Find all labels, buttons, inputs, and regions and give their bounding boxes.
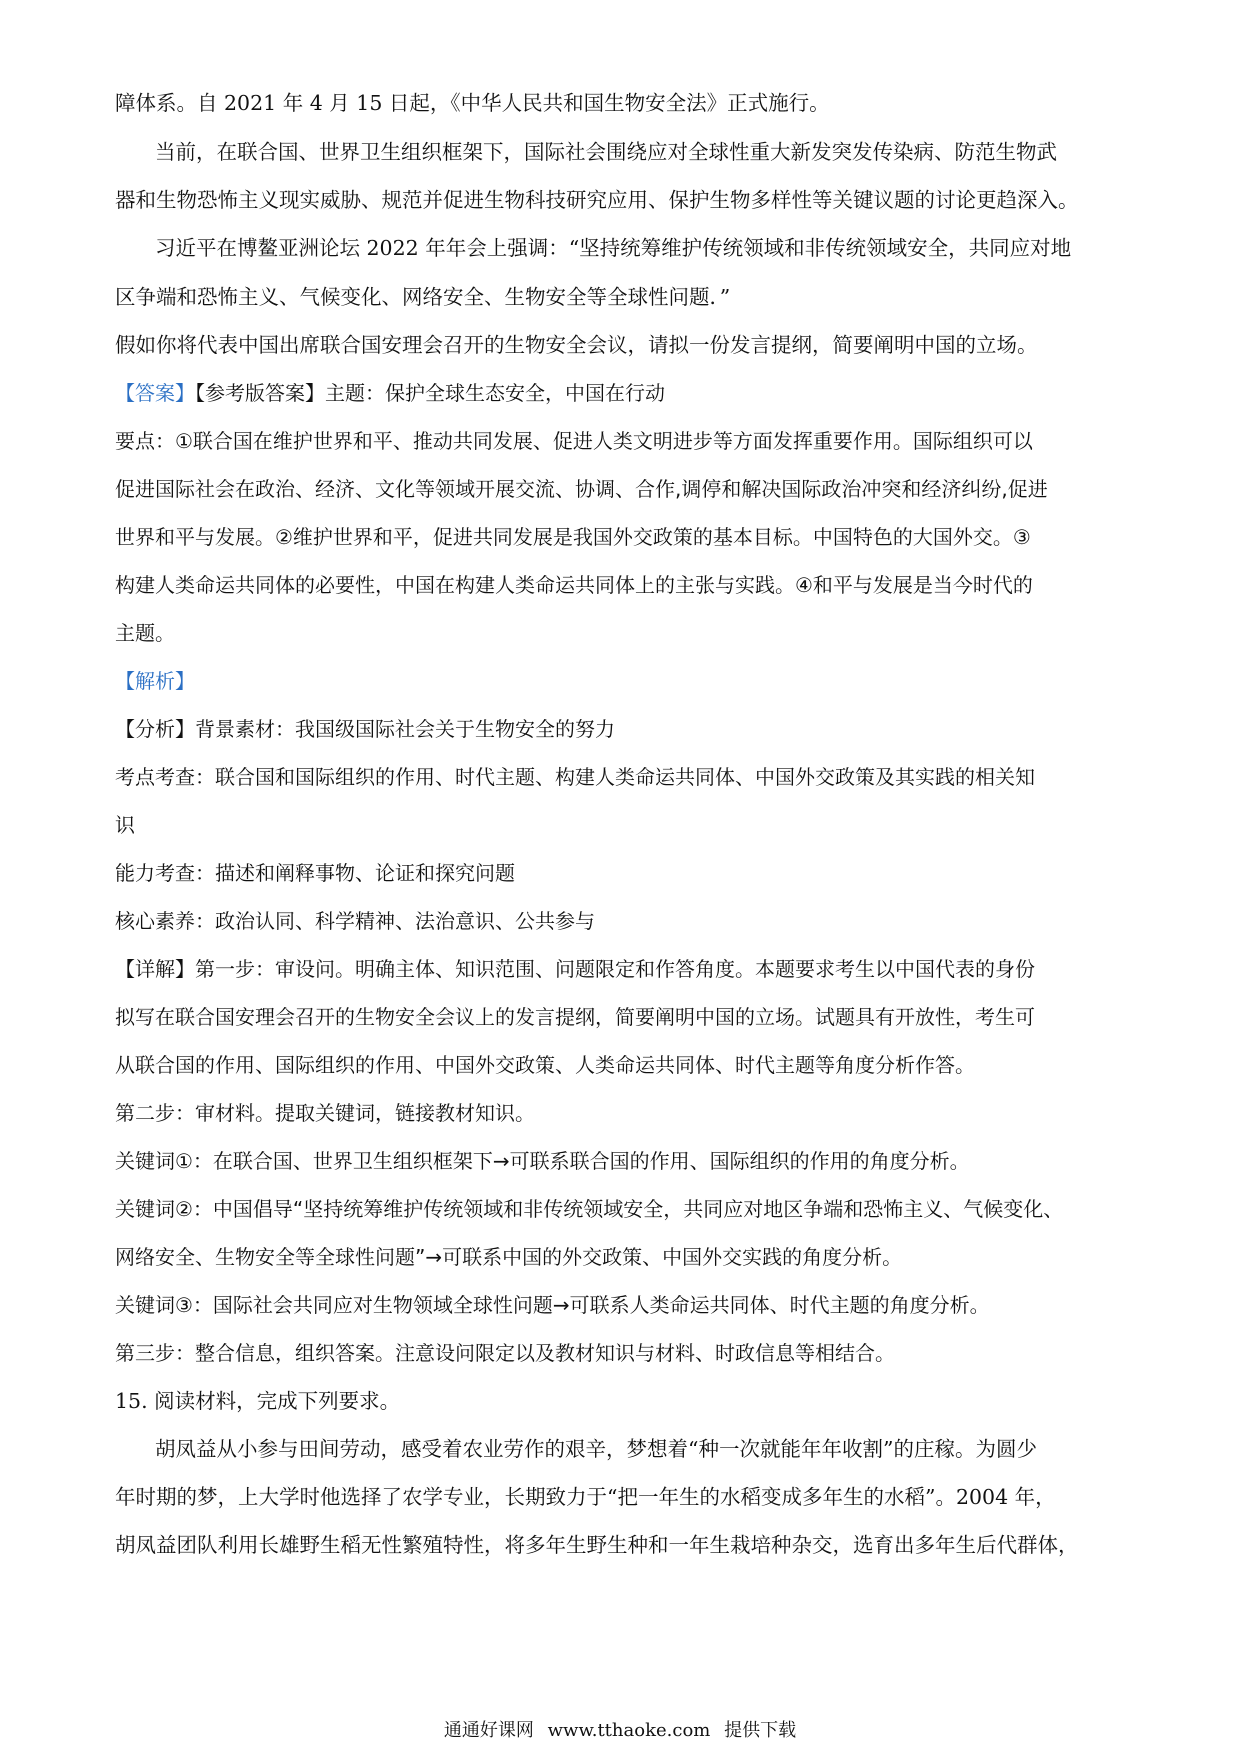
answer-line: 促进国际社会在政治、经济、文化等领域开展交流、协调、合作,调停和解决国际政治冲突和经济纠纷,促进 [115, 477, 1048, 501]
page-footer [0, 1718, 1240, 1744]
answer-heading [115, 378, 1130, 408]
answer-line: 要点：①联合国在维护世界和平、推动共同发展、促进人类文明进步等方面发挥重要作用。国际组织可以 [115, 429, 1033, 453]
analysis-line: 【详解】第一步：审设问。明确主体、知识范围、问题限定和作答角度。本题要求考生以中国代表的身份 [115, 957, 1035, 981]
analysis-line: 从联合国的作用、国际组织的作用、中国外交政策、人类命运共同体、时代主题等角度分析作答。 [115, 1053, 975, 1077]
analysis-line: 核心素养：政治认同、科学精神、法治意识、公共参与 [115, 909, 595, 933]
material-line: 年时期的梦，上大学时他选择了农学专业，长期致力于“把一年生的水稻变成多年生的水稻”。2004 年， [115, 1485, 1056, 1509]
analysis-line: 关键词①：在联合国、世界卫生组织框架下→可联系联合国的作用、国际组织的作用的角度分析。 [115, 1149, 970, 1173]
analysis-line: 考点考查：联合国和国际组织的作用、时代主题、构建人类命运共同体、中国外交政策及其实践的相关知 [115, 765, 1035, 789]
answer-line: 构建人类命运共同体的必要性，中国在构建人类命运共同体上的主张与实践。④和平与发展是当今时代的 [115, 573, 1033, 597]
analysis-line: 关键词②：中国倡导“坚持统筹维护传统领域和非传统领域安全，共同应对地区争端和恐怖主义、气候变化、 [115, 1197, 1064, 1221]
material-line: 胡凤益从小参与田间劳动，感受着农业劳作的艰辛，梦想着“种一次就能年年收割”的庄稼。为圆少 [155, 1437, 1037, 1461]
footer-site-name: 通通好课网 [443, 1720, 534, 1741]
analysis-line: 识 [115, 813, 135, 837]
analysis-tag: 【解析】 [115, 669, 195, 693]
analysis-line: 拟写在联合国安理会召开的生物安全会议上的发言提纲，简要阐明中国的立场。试题具有开放性，考生可 [115, 1005, 1035, 1029]
analysis-line: 能力考查：描述和阐释事物、论证和探究问题 [115, 861, 515, 885]
footer-url[interactable]: www.tthaoke.com [547, 1720, 711, 1741]
material-line: 区争端和恐怖主义、气候变化、网络安全、生物安全等全球性问题．” [115, 285, 731, 309]
answer-line: 世界和平与发展。②维护世界和平，促进共同发展是我国外交政策的基本目标。中国特色的大国外交。③ [115, 525, 1031, 549]
answer-theme: 【参考版答案】主题：保护全球生态安全，中国在行动 [195, 381, 665, 405]
material-line: 障体系。自 2021 年 4 月 15 日起，《中华人民共和国生物安全法》正式施行。 [115, 91, 830, 115]
material-line: 当前，在联合国、世界卫生组织框架下，国际社会围绕应对全球性重大新发突发传染病、防范生物武 [155, 140, 1057, 164]
question-number: 15. 阅读材料，完成下列要求。 [115, 1389, 401, 1413]
analysis-line: 关键词③：国际社会共同应对生物领域全球性问题→可联系人类命运共同体、时代主题的角度分析。 [115, 1293, 990, 1317]
material-line: 习近平在博鳌亚洲论坛 2022 年年会上强调：“坚持统筹维护传统领域和非传统领域安全，共同应对地 [155, 236, 1072, 260]
analysis-line: 【分析】背景素材：我国级国际社会关于生物安全的努力 [115, 717, 615, 741]
material-line: 胡凤益团队利用长雄野生稻无性繁殖特性，将多年生野生种和一年生栽培种杂交，选育出多年生后代群体， [115, 1533, 1079, 1557]
material-line: 器和生物恐怖主义现实威胁、规范并促进生物科技研究应用、保护生物多样性等关键议题的讨论更趋深入。 [115, 188, 1079, 212]
analysis-line: 网络安全、生物安全等全球性问题”→可联系中国的外交政策、中国外交实践的角度分析。 [115, 1245, 903, 1269]
analysis-line: 第三步：整合信息，组织答案。注意设问限定以及教材知识与材料、时政信息等相结合。 [115, 1341, 895, 1365]
analysis-line: 第二步：审材料。提取关键词，链接教材知识。 [115, 1101, 535, 1125]
footer-note: 提供下载 [724, 1720, 797, 1741]
answer-tag: 【答案】 [115, 381, 195, 405]
question-prompt: 假如你将代表中国出席联合国安理会召开的生物安全会议，请拟一份发言提纲，简要阐明中国的立场。 [115, 333, 1038, 357]
answer-line: 主题。 [115, 621, 175, 645]
